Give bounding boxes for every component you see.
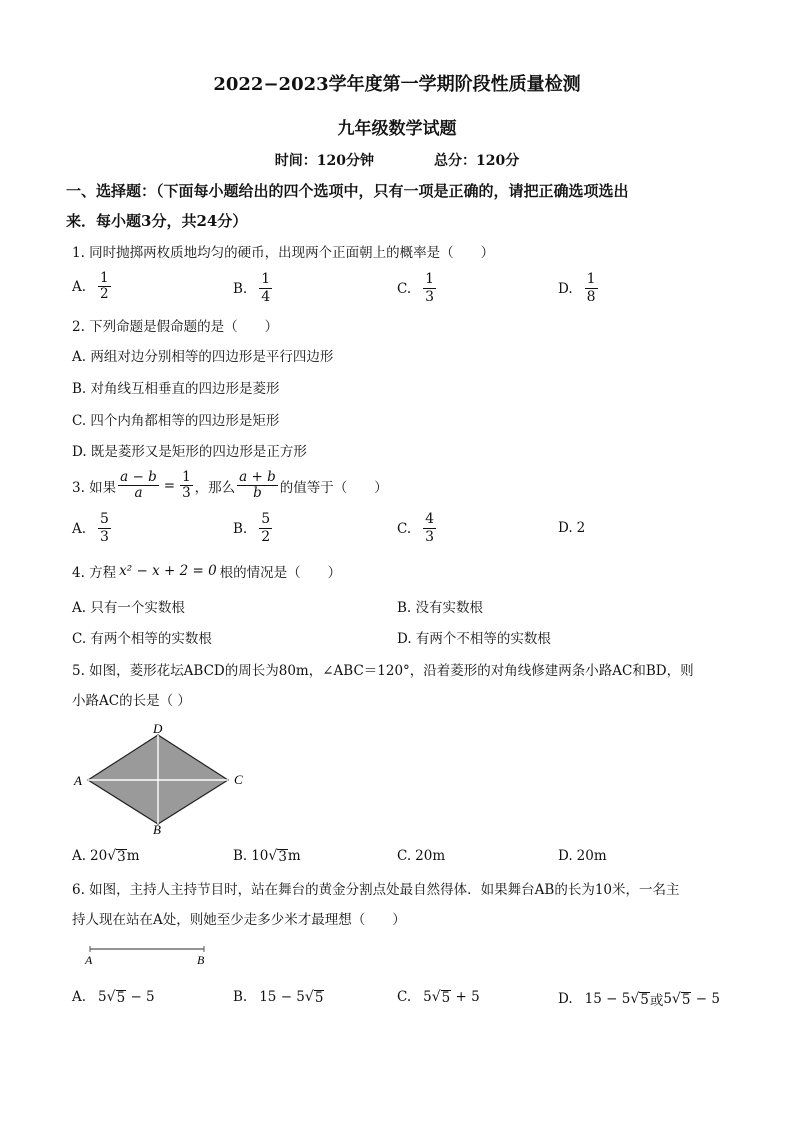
q1-stem: 1. 同时抛掷两枚质地均匀的硬币，出现两个正面朝上的概率是（ ）	[72, 245, 495, 261]
exam-subtitle: 九年级数学试题	[337, 119, 457, 139]
q6-option-a-label: A.	[72, 989, 87, 1005]
q6-option-d-post2: − 5	[691, 991, 720, 1007]
q6-option-d-pre: 15 − 5	[584, 991, 631, 1007]
q6-option-c	[397, 989, 480, 1005]
fraction-numerator: 1	[182, 469, 191, 485]
radical-icon: √	[268, 848, 278, 864]
equals-sign: =	[163, 477, 176, 494]
fraction-numerator: a − b	[120, 469, 157, 485]
q3-option-a	[72, 511, 113, 546]
q6-option-a-post: − 5	[126, 989, 155, 1005]
q3-option-d-value: 2	[576, 520, 586, 536]
exam-meta	[0, 150, 794, 170]
fraction-denominator: 4	[261, 289, 271, 305]
vertex-label-c: C	[234, 772, 243, 787]
fraction-denominator: 8	[586, 289, 596, 305]
point-label-a: A	[85, 953, 93, 967]
q6-option-b	[233, 989, 324, 1005]
section-heading-line2: 来．每小题3分，共24分）	[66, 212, 248, 230]
q1-option-a-fraction	[98, 271, 111, 302]
q6-option-d	[558, 989, 720, 1009]
q2-option-a: A. 两组对边分别相等的四边形是平行四边形	[72, 349, 334, 365]
fraction-numerator: 5	[261, 511, 271, 527]
q6-option-b-label: B.	[233, 989, 248, 1005]
q6-option-d-label: D.	[558, 991, 573, 1007]
vertex-label-d: D	[153, 724, 163, 736]
q6-option-c-label: C.	[397, 989, 412, 1005]
fraction-denominator: 3	[182, 485, 191, 501]
fraction-denominator: a	[134, 485, 143, 501]
q3-option-c	[397, 511, 438, 546]
q1-option-b-fraction	[259, 271, 272, 306]
q6-stem-line2: 持人现在站在A处，则她至少走多少米才最理想（ ）	[72, 912, 406, 928]
q4-prefix: 4. 方程	[72, 565, 117, 581]
fraction-numerator: a + b	[239, 469, 276, 485]
fraction-denominator: b	[253, 485, 262, 501]
fraction-denominator: 2	[261, 529, 271, 545]
q5-option-d-value: 20m	[576, 848, 607, 864]
q5-option-d	[558, 848, 607, 864]
q1-option-d	[558, 271, 600, 306]
radical-icon: √	[431, 989, 441, 1005]
fraction-denominator: 3	[100, 529, 109, 545]
rhombus-figure	[70, 724, 260, 836]
q6-option-c-post: + 5	[451, 989, 480, 1005]
section-heading-line1: 一、选择题：（下面每小题给出的四个选项中，只有一项是正确的，请把正确选项选出	[66, 182, 629, 200]
q5-option-a-label: A.	[72, 848, 87, 864]
radical-icon: √	[671, 991, 681, 1007]
q4-equation: x² − x + 2 = 0	[119, 563, 217, 579]
q2-option-c: C. 四个内角都相等的四边形是矩形	[72, 413, 280, 429]
unit: m	[126, 848, 140, 864]
radical-icon: √	[106, 989, 116, 1005]
fraction-numerator: 1	[586, 271, 596, 287]
exam-title: 2022−2023学年度第一学期阶段性质量检测	[213, 74, 581, 95]
fraction-numerator: 1	[100, 270, 109, 286]
q6-stem-line1: 6. 如图，主持人主持节目时，站在舞台的黄金分割点处最自然得体．如果舞台AB的长为10米，一名主	[72, 882, 680, 898]
q5-option-d-label: D.	[558, 848, 573, 864]
q3-fraction-1	[118, 470, 159, 501]
q2-stem: 2. 下列命题是假命题的是（ ）	[72, 319, 279, 335]
radicand: 5	[314, 989, 324, 1006]
radicand: 5	[116, 989, 126, 1006]
q5-stem-line2: 小路AC的长是（ ）	[72, 693, 191, 709]
q3-option-c-label: C.	[397, 520, 412, 537]
q6-option-b-pre: 15 − 5	[259, 989, 305, 1005]
q3-option-c-fraction	[423, 511, 436, 546]
q1-option-c-label: C.	[397, 280, 412, 297]
q5-option-c-value: 20m	[415, 848, 446, 864]
q3-option-b	[233, 511, 274, 546]
q4-option-c: C. 有两个相等的实数根	[72, 631, 212, 647]
q6-option-c-pre: 5	[423, 989, 432, 1005]
q1-option-c-fraction	[423, 271, 436, 306]
q4-option-b: B. 没有实数根	[397, 600, 484, 616]
radical-icon: √	[304, 989, 314, 1005]
radicand: 5	[640, 991, 649, 1008]
q5-option-b-coef: 10	[251, 848, 269, 864]
q3-suffix: 的值等于（ ）	[279, 479, 388, 496]
q4-option-d: D. 有两个不相等的实数根	[397, 631, 551, 647]
radical-icon: √	[107, 848, 117, 864]
q3-prefix: 3. 如果	[72, 479, 117, 496]
q3-option-b-label: B.	[233, 520, 248, 537]
q1-option-b-label: B.	[233, 280, 248, 297]
q5-option-a	[72, 848, 140, 864]
q2-option-d: D. 既是菱形又是矩形的四边形是正方形	[72, 444, 307, 460]
point-label-b: B	[197, 953, 205, 967]
fraction-numerator: 4	[425, 511, 435, 527]
fraction-denominator: 3	[425, 289, 435, 305]
exam-score: 总分：120分	[434, 153, 520, 169]
unit: m	[287, 848, 301, 864]
q5-option-b-label: B.	[233, 848, 248, 864]
q5-option-c	[397, 848, 445, 864]
q1-option-a-label: A.	[72, 278, 87, 295]
q1-option-c	[397, 271, 438, 306]
q4-stem	[72, 561, 341, 581]
q6-option-d-or: 或	[649, 993, 664, 1009]
q3-option-a-label: A.	[72, 520, 87, 537]
q5-option-a-coef: 20	[90, 848, 108, 864]
q3-option-b-fraction	[259, 511, 272, 546]
vertex-label-a: A	[74, 773, 82, 788]
radicand: 5	[681, 991, 691, 1008]
q6-option-a-pre: 5	[98, 989, 107, 1005]
q6-option-a	[72, 989, 155, 1005]
q5-option-c-label: C.	[397, 848, 412, 864]
radical-icon: √	[630, 991, 640, 1007]
q5-stem-line1: 5. 如图，菱形花坛ABCD的周长为80m，∠ABC＝120°，沿着菱形的对角线修建两条小路AC和BD，则	[72, 663, 694, 679]
q3-fraction-2	[180, 470, 193, 501]
radicand: 3	[278, 848, 287, 865]
q3-stem	[72, 470, 388, 501]
q3-option-d-label: D.	[558, 520, 573, 536]
q3-mid: ，那么	[194, 479, 236, 496]
q5-option-b	[233, 848, 301, 864]
exam-time: 时间：120分钟	[274, 153, 374, 169]
q4-option-a: A. 只有一个实数根	[72, 600, 185, 616]
q1-option-a	[72, 271, 113, 302]
radicand: 5	[441, 989, 451, 1006]
fraction-numerator: 5	[100, 511, 109, 527]
fraction-numerator: 1	[261, 271, 271, 287]
q4-suffix: 根的情况是（ ）	[219, 565, 342, 581]
radicand: 3	[117, 848, 126, 865]
stage-segment-figure	[82, 944, 212, 968]
fraction-denominator: 2	[100, 286, 109, 302]
fraction-denominator: 3	[425, 529, 435, 545]
q3-fraction-3	[237, 470, 278, 501]
q2-option-b: B. 对角线互相垂直的四边形是菱形	[72, 381, 280, 397]
q1-option-d-fraction	[585, 271, 598, 306]
q1-option-b	[233, 271, 274, 306]
q3-option-a-fraction	[98, 511, 111, 546]
vertex-label-b: B	[153, 822, 161, 836]
q6-option-d-pre2: 5	[663, 991, 672, 1007]
q3-option-d	[558, 520, 585, 536]
q1-option-d-label: D.	[558, 280, 573, 297]
fraction-numerator: 1	[425, 271, 435, 287]
